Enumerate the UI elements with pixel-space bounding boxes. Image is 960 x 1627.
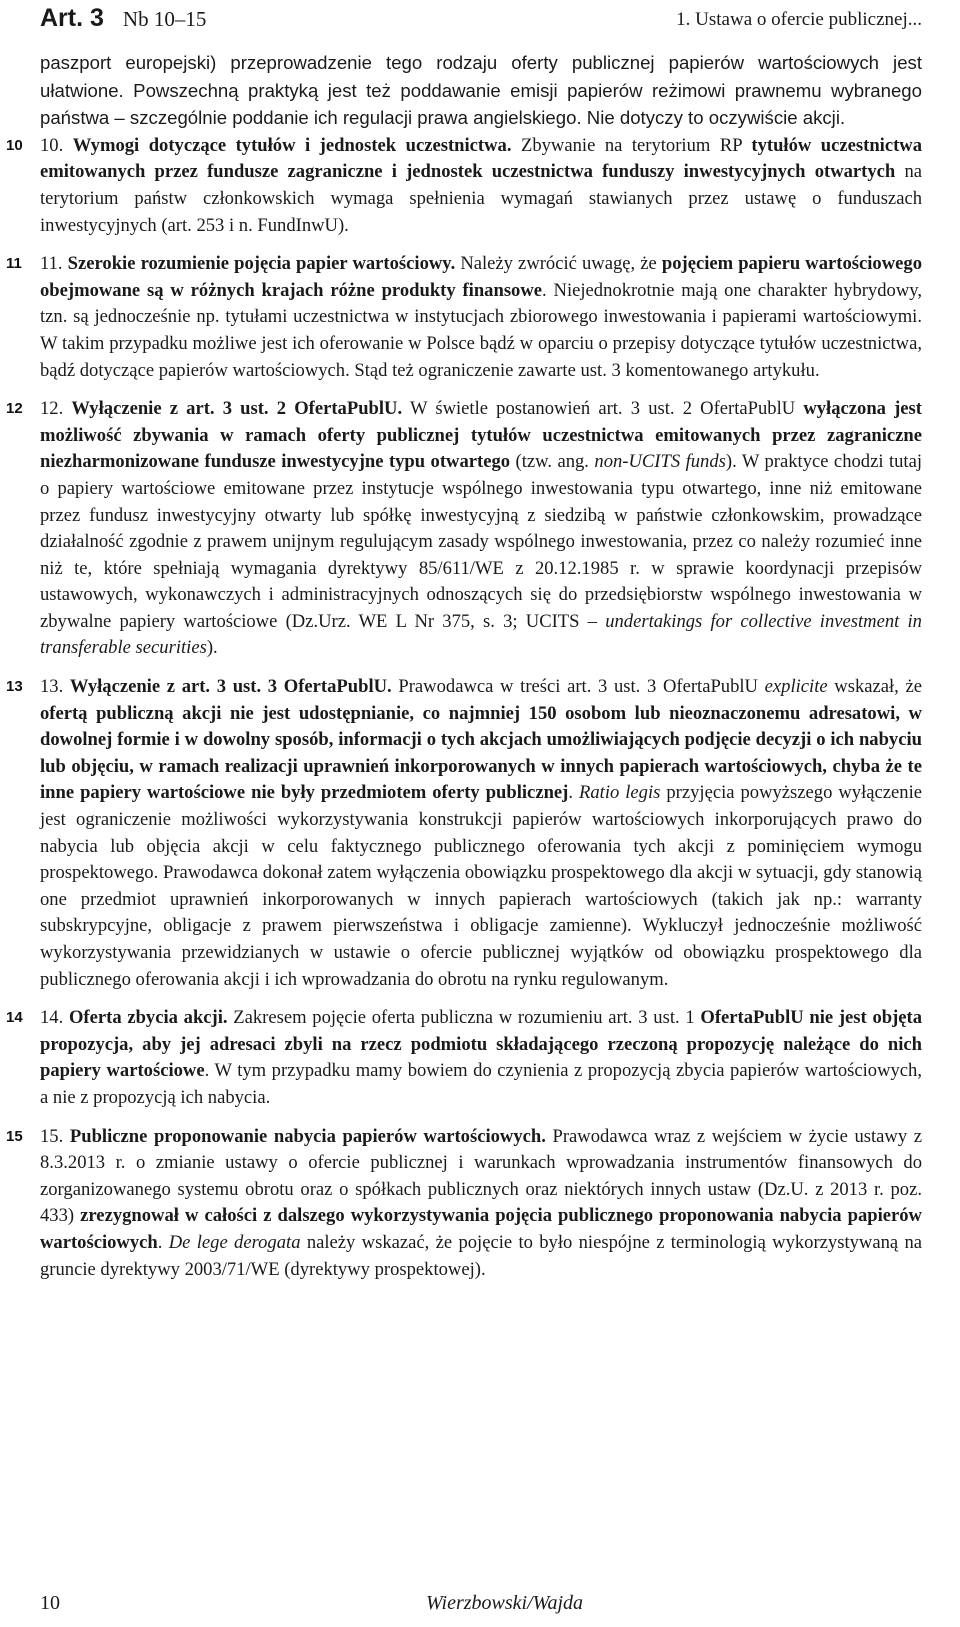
page-footer [40, 1592, 922, 1622]
margin-number: 13 [6, 678, 23, 696]
paragraph-text: 11. Szerokie rozumienie pojęcia papier wartościowy. Należy zwrócić uwagę, że pojęciem papieru wartościowego obejmowane są w różnych krajach różne produkty finansowe. Niejednokrotnie mają one charakter hybrydowy, tzn. są jednocześnie np. tytułami uczestnictwa w instytucjach zbiorowego inwestowania i papierami wartościowymi. W takim przypadku możliwe jest ich oferowanie w Polsce bądź w oparciu o przepisy dotyczące tytułów uczestnictwa, bądź dotyczące papierów wartościowych. Stąd też ograniczenie zawarte ust. 3 komentowanego artykułu. [40, 253, 922, 381]
margin-number: 10 [6, 136, 23, 154]
continuation-paragraph [40, 50, 922, 133]
authors: Wierzbowski/Wajda [426, 1592, 584, 1614]
page-header [40, 4, 922, 36]
commentary-section-14 [6, 1005, 923, 1111]
commentary-sections [6, 133, 923, 1283]
paragraph-text: paszport europejski) przeprowadzenie tego rodzaju oferty publicznej papierów wartościowych jest ułatwione. Powszechną praktyką jest też poddawanie emisji papierów reżimowi prawnemu wybranego państwa – szczególnie poddanie ich regulacji prawa angielskiego. Nie dotyczy to oczywiście akcji. [40, 52, 922, 129]
margin-number: 12 [6, 400, 23, 418]
margin-number: 15 [6, 1127, 23, 1145]
commentary-section-10 [6, 133, 922, 239]
commentary-section-15 [6, 1124, 923, 1284]
running-title: 1. Ustawa o ofercie publicznej... [676, 9, 922, 30]
commentary-section-12 [6, 396, 922, 662]
header-left [40, 4, 206, 33]
page-number: 10 [40, 1592, 60, 1614]
paragraph-text: 10. Wymogi dotyczące tytułów i jednostek uczestnictwa. Zbywanie na terytorium RP tytułów uczestnictwa emitowanych przez fundusze zagraniczne i jednostek uczestnictwa funduszy inwestycyjnych otwartych na terytorium państw członkowskich wymaga spełnienia wymagań stawianych przez ustawę o funduszach inwestycyjnych (art. 253 i n. FundInwU). [40, 134, 922, 236]
commentary-section-13 [6, 674, 923, 993]
paragraph-text: 15. Publiczne proponowanie nabycia papierów wartościowych. Prawodawca wraz z wejściem w życie ustawy z 8.3.2013 r. o zmianie ustawy o ofercie publicznej i warunkach wprowadzania instrumentów finansowych do zorganizowanego systemu obrotu oraz o spółkach publicznych oraz niektórych innych ustaw (Dz.U. z 2013 r. poz. 433) zrezygnował w całości z dalszego wykorzystywania pojęcia publicznego proponowania nabycia papierów wartościowych. De lege derogata należy wskazać, że pojęcie to było niespójne z terminologią wykorzystywaną na gruncie dyrektywy 2003/71/WE (dyrektywy prospektowej). [40, 1125, 923, 1280]
paragraph-text: 12. Wyłączenie z art. 3 ust. 2 OfertaPublU. W świetle postanowień art. 3 ust. 2 OfertaPublU wyłączona jest możliwość zbywania w ramach oferty publicznej tytułów uczestnictwa emitowanych przez zagraniczne niezharmonizowane fundusze inwestycyjne typu otwartego (tzw. ang. non-UCITS funds). W praktyce chodzi tutaj o papiery wartościowe emitowane przez instytucje wspólnego inwestowania typu otwartego, inne niż emitowane przez fundusz inwestycyjny otwarty lub spółkę inwestycyjną z siedzibą w państwie członkowskim, prowadzące działalność zgodnie z prawem unijnym regulującym zasady wspólnego inwestowania, przez co należy rozumieć inne niż te, które spełniają wymagania dyrektywy 85/611/WE z 20.12.1985 r. w sprawie koordynacji przepisów ustawowych, wykonawczych i administracyjnych odnoszących się do przedsiębiorstw wspólnego inwestowania w zbywalne papiery wartościowe (Dz.Urz. WE L Nr 375, s. 3; UCITS – undertakings for collective investment in transferable securities). [40, 398, 922, 659]
article-label: Art. 3 [40, 4, 104, 32]
margin-number-range: Nb 10–15 [122, 7, 207, 31]
commentary-body [6, 50, 923, 1283]
paragraph-text: 14. Oferta zbycia akcji. Zakresem pojęcie oferta publiczna w rozumieniu art. 3 ust. 1 OfertaPublU nie jest objęta propozycja, aby jej adresaci zbyli na rzecz podmiotu składającego rzeczoną propozycję należące do nich papiery wartościowe. W tym przypadku mamy bowiem do czynienia z propozycją zbycia papierów wartościowych, a nie z propozycją ich nabycia. [40, 1007, 923, 1108]
paragraph-text: 13. Wyłączenie z art. 3 ust. 3 OfertaPublU. Prawodawca w treści art. 3 ust. 3 OfertaPublU explicite wskazał, że ofertą publiczną akcji nie jest udostępnianie, co najmniej 150 osobom lub nieoznaczonemu adresatowi, w dowolnej formie i w dowolny sposób, informacji o tych akcjach umożliwiających podjęcie decyzji o ich nabyciu lub objęciu, w ramach realizacji uprawnień inkorporowanych w innych papierach wartościowych, chyba że te inne papiery wartościowe nie były przedmiotem oferty publicznej. Ratio legis przyjęcia powyższego wyłączenie jest ograniczenie możliwości wykorzystywania konstrukcji papierów wartościowych inkorporujących prawo do nabycia lub objęcia akcji w celu faktycznego publicznego oferowania tych akcji z pominięciem wymogu prospektowego. Prawodawca dokonał zatem wyłączenia obowiązku prospektowego dla akcji w sytuacji, gdy stanowią one przedmiot uprawnień inkorporowanych w innych papierach wartościowych (takich jak np.: warranty subskrypcyjne, obligacje z prawem pierwszeństwa i obligacje zamienne). Wykluczył jednocześnie możliwość wykorzystywania przewidzianych w ustawie o ofercie publicznej wyjątków od obowiązku prospektowego dla publicznego oferowania akcji i ich wprowadzania do obrotu na rynku regulowanym. [40, 676, 923, 990]
margin-number: 11 [6, 255, 22, 273]
commentary-section-11 [6, 251, 922, 384]
margin-number: 14 [6, 1009, 23, 1027]
